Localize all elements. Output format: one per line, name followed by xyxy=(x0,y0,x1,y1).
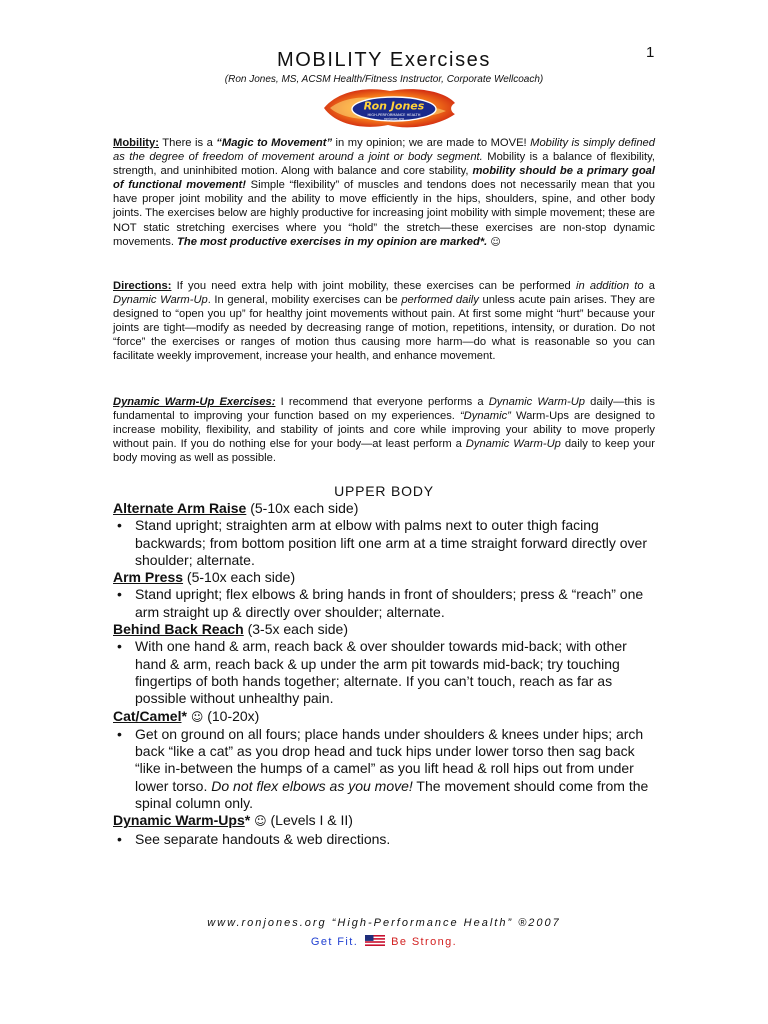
text-run: . In general, mobility exercises can be xyxy=(207,294,402,307)
exercise-list xyxy=(113,500,659,848)
exercise-title xyxy=(113,500,659,517)
page-number: 1 xyxy=(646,44,655,61)
text-run: “Dynamic” xyxy=(459,410,511,423)
text-run: daily to keep your body moving as well as possible. xyxy=(113,438,655,465)
exercise-reps: (3-5x each side) xyxy=(243,621,348,638)
text-run: If you need extra help with joint mobility, these exercises can be performed xyxy=(171,280,576,292)
logo-graphic xyxy=(320,87,458,129)
text-run: Get on ground on all fours; place hands under shoulders & knees under hips; arch back “like a cat” as you drop head and tuck hips under lower torso then sag back “like in-between the humps of a camel” as you lift head & roll hips out from under lower torso. xyxy=(135,725,644,794)
list-item xyxy=(135,638,659,707)
logo-tagline-text: HIGH-PERFORMANCE HEALTH xyxy=(367,112,421,117)
text-run: “Magic to Movement” xyxy=(216,137,333,149)
ron-jones-logo xyxy=(320,87,458,129)
exercise-title xyxy=(113,812,659,830)
footer-slogan xyxy=(0,935,768,948)
text-run: in addition to xyxy=(575,280,644,292)
exercise-bullets xyxy=(113,831,659,848)
text-run: With one hand & arm, reach back & over shoulder towards mid-back; with other hand & arm, reach back & up under the arm pit towards mid-back; try touching fingertips of both hands together; alternate. If you can’t touch, reach as far as possible without unhealthy pain. xyxy=(135,638,627,707)
footer-get-fit: Get Fit. xyxy=(310,936,359,948)
exercise-star: * xyxy=(181,707,187,724)
text-run: Dynamic Warm-Up xyxy=(465,438,561,451)
dynamic-warmup-paragraph xyxy=(113,395,655,465)
list-item xyxy=(135,517,659,569)
exercise-title xyxy=(113,708,659,726)
text-run: Mobility: xyxy=(113,137,159,149)
exercise-star: * xyxy=(244,812,251,829)
text-run: Do not flex elbows as you move! xyxy=(211,777,413,794)
exercise-name: Dynamic Warm-Ups xyxy=(113,812,245,829)
smiley-icon: ☺ xyxy=(254,814,267,829)
exercise-reps: (10-20x) xyxy=(203,707,260,724)
exercise-reps: (Levels I & II) xyxy=(266,812,353,829)
text-run: Dynamic Warm-Up xyxy=(488,396,586,408)
exercise-name: Behind Back Reach xyxy=(113,621,244,638)
text-run: unless acute pain arises. They are designed to “open you up” for healthy joint movements without pain. At first some might “hurt” because your joints are tight—modify as needed by decreasing range of motion, repetitions, intensity, or duration. Do not “force” the exercises or ranges of motion thus causing more harm—do what is reasonable so you can facilitate weekly improvement, increase your health, and enhance movement. xyxy=(113,294,655,363)
exercise-bullets xyxy=(113,517,659,569)
text-run: Dynamic Warm-Up xyxy=(113,294,208,307)
exercise-bullets xyxy=(113,638,659,707)
text-run: Stand upright; flex elbows & bring hands in front of shoulders; press & “reach” one arm straight up & directly over shoulder; alternate. xyxy=(135,586,644,620)
footer-website-line: www.ronjones.org “High-Performance Health” ®2007 xyxy=(207,917,561,929)
exercise-reps: (5-10x each side) xyxy=(183,569,296,586)
text-run: Dynamic Warm-Up Exercises: xyxy=(113,396,276,408)
exercise-name: Arm Press xyxy=(113,569,184,586)
exercise-bullets xyxy=(113,726,659,812)
exercise-name: Alternate Arm Raise xyxy=(113,500,247,516)
page-subtitle: (Ron Jones, MS, ACSM Health/Fitness Instructor, Corporate Wellcoach) xyxy=(224,74,544,85)
text-run: performed daily xyxy=(401,294,479,307)
us-flag-icon xyxy=(365,935,385,946)
text-run: I recommend that everyone performs a xyxy=(275,396,489,408)
text-run: Simple “flexibility” of muscles and tendons does not necessarily mean that you have proper joint mobility and the ability to move efficiently in the hips, shoulders, spine, and other body joints. The exercises below are highly productive for increasing joint mobility with simple movement; these are NOT static stretching exercises where you “hold” the stretch—these exercises are non-stop dynamic movements. xyxy=(113,179,656,248)
text-run: daily—this is fundamental to improving your function based on my experiences. xyxy=(113,396,656,423)
directions-paragraph xyxy=(113,279,655,364)
text-run: ☺ xyxy=(490,236,501,248)
text-run: Stand upright; straighten arm at elbow with palms next to outer thigh facing backwards; from bottom position lift one arm at a time straight forward directly over shoulder; alternate. xyxy=(135,517,647,568)
logo-url-text: ronjones.org xyxy=(384,117,404,121)
smiley-icon: ☺ xyxy=(190,709,204,724)
exercise-title xyxy=(113,621,659,638)
text-run: See separate handouts & web directions. xyxy=(135,830,391,847)
text-run: in my opinion; we are made to MOVE! xyxy=(332,137,531,149)
text-run: The movement should come from the spinal column only. xyxy=(135,777,649,812)
exercise-name: Cat/Camel xyxy=(113,707,182,724)
exercise-reps: (5-10x each side) xyxy=(246,500,359,516)
list-item xyxy=(135,831,659,848)
text-run: Warm-Ups are designed to increase mobility, flexibility, and stability of joints and core while improving your ability to move properly without pain. If you do nothing else for your body—at least perform a xyxy=(113,410,655,451)
list-item xyxy=(135,586,659,621)
list-item xyxy=(135,726,659,812)
footer-be-strong: Be Strong. xyxy=(391,936,458,948)
exercise-bullets xyxy=(113,586,659,621)
logo-name-text: Ron Jones xyxy=(363,99,425,113)
mobility-paragraph xyxy=(113,136,655,250)
text-run: Mobility is a balance of flexibility, strength, and uninhibited motion. Along with balance and core stability, xyxy=(113,151,655,178)
section-heading-upper-body: UPPER BODY xyxy=(334,483,434,499)
exercise-title xyxy=(113,569,659,586)
page-title: MOBILITY Exercises xyxy=(276,49,492,71)
text-run: mobility should be a primary goal of functional movement! xyxy=(113,165,655,192)
text-run: There is a xyxy=(159,137,217,149)
text-run: a xyxy=(643,280,655,292)
text-run: Mobility is simply defined as the degree of freedom of movement around a joint or body segment. xyxy=(113,137,655,164)
text-run: The most productive exercises in my opinion are marked*. xyxy=(177,235,488,248)
text-run: Directions: xyxy=(113,280,172,292)
